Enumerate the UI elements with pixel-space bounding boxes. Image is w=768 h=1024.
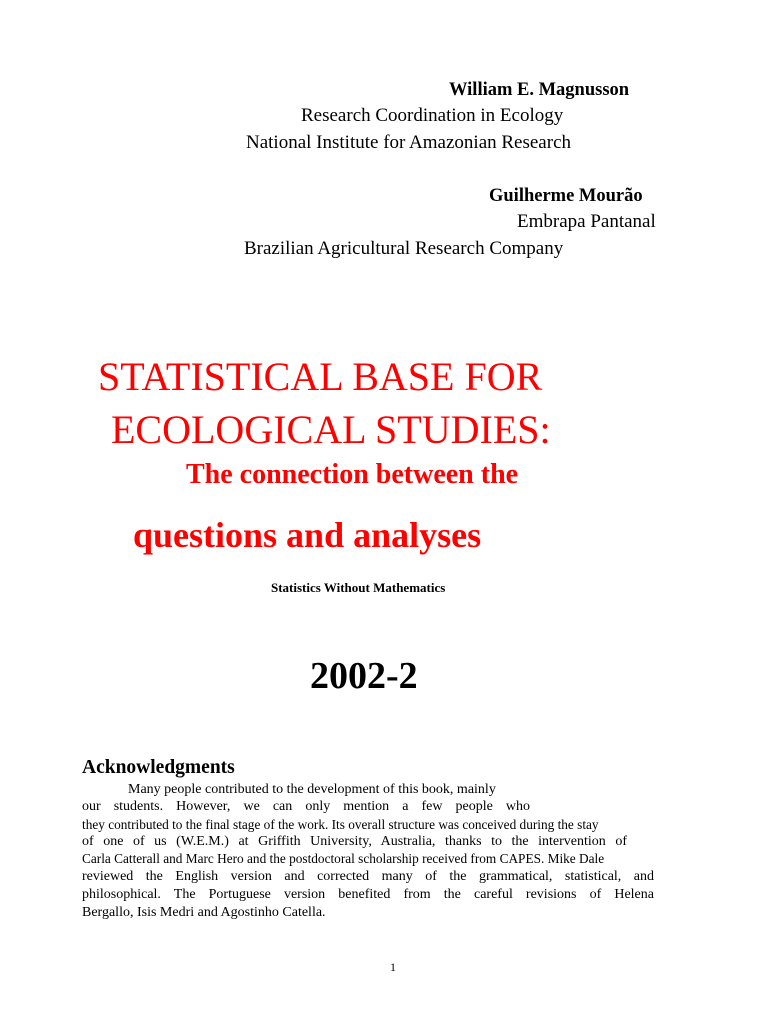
acknowledgments-heading: Acknowledgments	[82, 757, 235, 778]
author-name-2: Guilherme Mourão	[489, 186, 643, 206]
ack-line-3: they contributed to the final stage of the work. Its overall structure was conceived during the stay	[82, 817, 599, 832]
title-line-1: STATISTICAL BASE FOR	[98, 354, 543, 399]
ack-line-6: reviewed the English version and corrected many of the grammatical, statistical, and	[82, 869, 654, 884]
author-name-1: William E. Magnusson	[449, 80, 630, 100]
author-2-affiliation-2: Brazilian Agricultural Research Company	[244, 238, 564, 259]
author-2-affiliation-1: Embrapa Pantanal	[517, 211, 656, 232]
ack-line-5: Carla Catterall and Marc Hero and the postdoctoral scholarship received from CAPES. Mike Dale	[82, 851, 605, 866]
ack-line-8: Bergallo, Isis Medri and Agostinho Catella.	[82, 905, 326, 920]
author-1-affiliation-2: National Institute for Amazonian Research	[246, 132, 572, 153]
author-1-affiliation-1: Research Coordination in Ecology	[301, 105, 564, 126]
subtitle-line-1: The connection between the	[186, 459, 519, 490]
ack-line-1: Many people contributed to the development of this book, mainly	[128, 782, 496, 797]
edition-year: 2002-2	[310, 655, 418, 697]
subtitle-line-2: questions and analyses	[133, 515, 482, 555]
page-number: 1	[390, 960, 396, 974]
title-line-2: ECOLOGICAL STUDIES:	[111, 407, 551, 452]
tagline: Statistics Without Mathematics	[271, 580, 446, 595]
ack-line-7: philosophical. The Portuguese version benefited from the careful revisions of Helena	[82, 887, 654, 902]
ack-line-4: of one of us (W.E.M.) at Griffith University, Australia, thanks to the intervention of	[82, 834, 627, 849]
ack-line-2: our students. However, we can only mention a few people who	[82, 799, 530, 814]
